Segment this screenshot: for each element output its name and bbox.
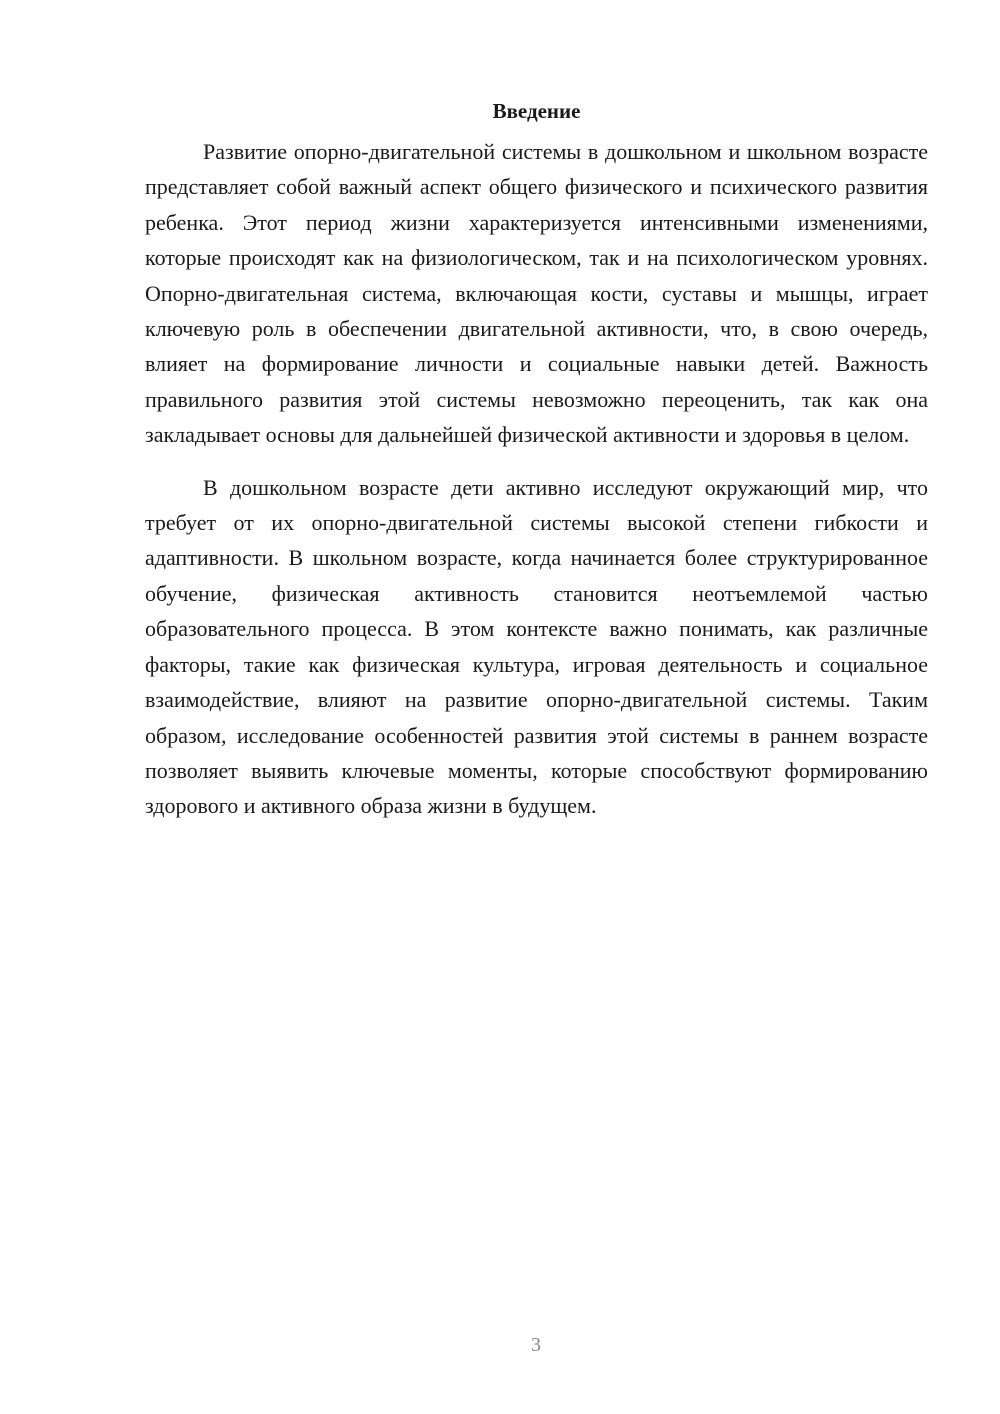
page-number: 3 (531, 1334, 541, 1356)
section-title: Введение (492, 99, 581, 123)
page-content (145, 94, 928, 824)
paragraph-1: Развитие опорно-двигательной системы в дошкольном и школьном возрасте представляет собой важный аспект общего физического и психического развития ребенка. Этот период жизни характеризуется интенсивными изменениями, которые происходят как на физиологическом, так и на психологическом уровнях. Опорно-двигательная система, включающая кости, суставы и мышцы, играет ключевую роль в обеспечении двигательной активности, что, в свою очередь, влияет на формирование личности и социальные навыки детей. Важность правильного развития этой системы невозможно переоценить, так как она закладывает основы для дальнейшей физической активности и здоровья в целом. (145, 139, 928, 448)
paragraph-2: В дошкольном возрасте дети активно исследуют окружающий мир, что требует от их опорно-двигательной системы высокой степени гибкости и адаптивности. В школьном возрасте, когда начинается более структурированное обучение, физическая активность становится неотъемлемой частью образовательного процесса. В этом контексте важно понимать, как различные факторы, такие как физическая культура, игровая деятельность и социальное взаимодействие, влияют на развитие опорно-двигательной системы. Таким образом, исследование особенностей развития этой системы в раннем возрасте позволяет выявить ключевые моменты, которые способствуют формированию здорового и активного образа жизни в будущем. (145, 474, 928, 819)
